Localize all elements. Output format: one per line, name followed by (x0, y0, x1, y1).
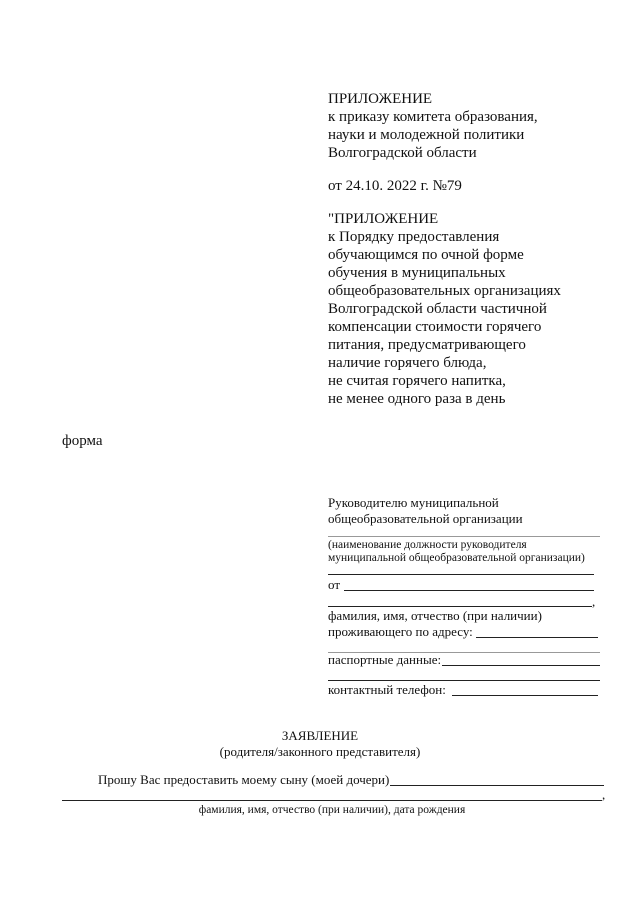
appendix2-line: общеобразовательных организациях (328, 283, 561, 299)
appendix-line: к приказу комитета образования, (328, 109, 538, 125)
appendix2-title: "ПРИЛОЖЕНИЕ (328, 211, 439, 227)
name-field-line[interactable] (328, 574, 594, 575)
appendix2-line: к Порядку предоставления (328, 229, 500, 245)
child-fio-caption: фамилия, имя, отчество (при наличии), дата рождения (198, 804, 466, 816)
appendix2-line: обучающимся по очной форме (328, 247, 524, 263)
address-label: проживающего по адресу: (328, 624, 473, 639)
addressee-line: общеобразовательной организации (328, 511, 523, 526)
passport-field-line[interactable] (442, 665, 600, 666)
child-fio-field-line[interactable] (62, 800, 602, 801)
appendix2-line: питания, предусматривающего (328, 337, 526, 353)
from-field-line[interactable] (344, 590, 594, 591)
appendix2-line: не считая горячего напитка, (328, 373, 506, 389)
child-field-line[interactable] (390, 785, 604, 786)
comma: , (602, 787, 606, 802)
statement-title: ЗАЯВЛЕНИЕ (281, 728, 359, 743)
fio-caption: фамилия, имя, отчество (при наличии) (328, 608, 542, 623)
position-hint: муниципальной общеобразовательной организации) (328, 552, 585, 564)
appendix-line: науки и молодежной политики (328, 127, 525, 143)
appendix2-line: обучения в муниципальных (328, 265, 506, 281)
statement-subtitle: (родителя/законного представителя) (219, 744, 421, 759)
appendix2-line: наличие горячего блюда, (328, 355, 487, 371)
appendix-title: ПРИЛОЖЕНИЕ (328, 91, 433, 107)
position-hint: (наименование должности руководителя (328, 539, 527, 551)
form-label: форма (62, 433, 103, 449)
appendix2-line: Волгоградской области частичной (328, 301, 547, 317)
from-label: от (328, 577, 341, 592)
appendix2-line: не менее одного раза в день (328, 391, 506, 407)
comma: , (592, 594, 596, 609)
phone-label: контактный телефон: (328, 682, 446, 697)
passport-label: паспортные данные: (328, 652, 442, 667)
appendix-date-line: от 24.10. 2022 г. №79 (328, 178, 462, 194)
request-text: Прошу Вас предоставить моему сыну (моей дочери) (98, 772, 390, 787)
address-field-line[interactable] (476, 637, 598, 638)
position-field-line[interactable] (328, 536, 600, 537)
addressee-line: Руководителю муниципальной (328, 495, 499, 510)
appendix2-line: компенсации стоимости горячего (328, 319, 542, 335)
appendix-line: Волгоградской области (328, 145, 477, 161)
phone-field-line[interactable] (452, 695, 598, 696)
passport-field-line-2[interactable] (328, 680, 600, 681)
fio-field-line[interactable] (328, 606, 592, 607)
